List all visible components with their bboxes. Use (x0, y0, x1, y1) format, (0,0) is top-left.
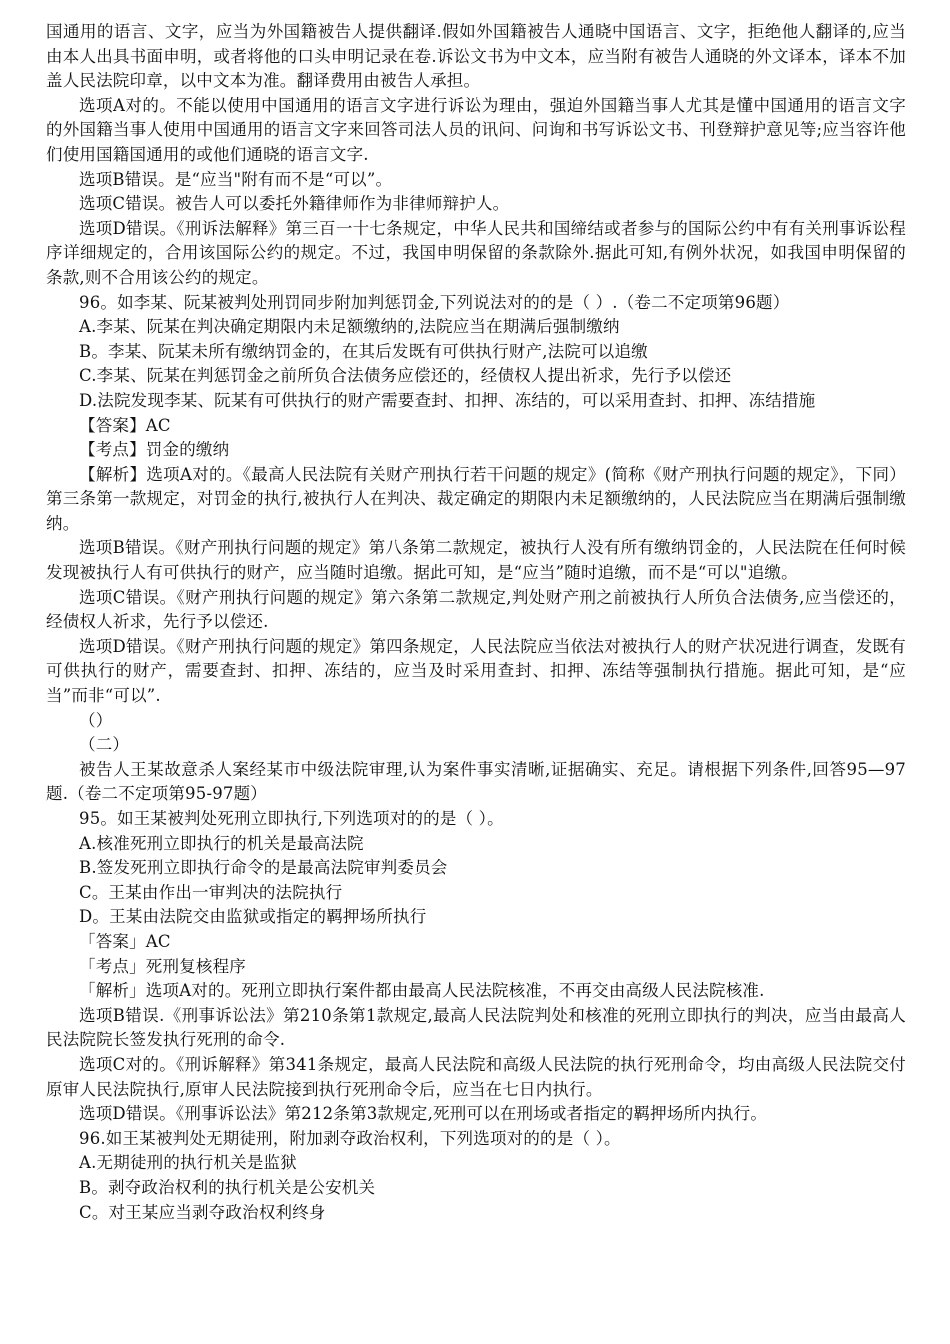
paragraph: 选项B错误。《财产刑执行问题的规定》第八条第二款规定，被执行人没有所有缴纳罚金的，人民法院在任何时候发现被执行人有可供执行的财产，应当随时追缴。据此可知，是“应当”随时追缴，而不是“可以"追缴。 (46, 538, 906, 583)
paragraph: 【答案】AC (79, 415, 171, 435)
paragraph: 「解析」选项A对的。死刑立即执行案件都由最高人民法院核准，不再交由高级人民法院核准. (79, 981, 765, 1001)
paragraph: 选项A对的。不能以使用中国通用的语言文字进行诉讼为理由，强迫外国籍当事人尤其是懂中国通用的语言文字的外国籍当事人使用中国通用的语言文字来回答司法人员的讯问、问询和书写诉讼文书、刊登辩护意见等;应当容许他们使用国籍国通用的或他们通晓的语言文字. (46, 95, 906, 164)
document-page (46, 20, 906, 1225)
paragraph: （） (79, 710, 113, 730)
paragraph: C。对王某应当剥夺政治权利终身 (79, 1202, 326, 1222)
paragraph: 选项C错误。《财产刑执行问题的规定》第六条第二款规定,判处财产刑之前被执行人所负合法债务,应当偿还的，经债权人祈求，先行予以偿还. (46, 587, 906, 632)
paragraph: A.无期徒刑的执行机关是监狱 (79, 1153, 297, 1173)
paragraph: C。王某由作出一审判决的法院执行 (79, 882, 343, 902)
paragraph: 选项D错误。《财产刑执行问题的规定》第四条规定，人民法院应当依法对被执行人的财产状况进行调查，发既有可供执行的财产，需要查封、扣押、冻结的，应当及时采用查封、扣押、冻结等强制执行措施。据此可知，是“应当”而非“可以”. (46, 636, 906, 706)
paragraph: 96。如李某、阮某被判处刑罚同步附加判惩罚金,下列说法对的的是（ ）.（卷二不定项第96题） (79, 292, 790, 312)
paragraph: 选项D错误。《刑诉法解释》第三百一十七条规定，中华人民共和国缔结或者参与的国际公约中有有关刑事诉讼程序详细规定的，合用该国际公约的规定。不过，我国申明保留的条款除外.据此可知,有例外状况，如我国申明保留的条款,则不合用该公约的规定。 (46, 218, 906, 287)
paragraph: （二） (79, 735, 130, 755)
paragraph: D.法院发现李某、阮某有可供执行的财产需要查封、扣押、冻结的，可以采用查封、扣押、冻结措施 (79, 390, 816, 410)
paragraph: 「考点」死刑复核程序 (79, 956, 246, 976)
paragraph: C.李某、阮某在判惩罚金之前所负合法债务应偿还的，经债权人提出祈求，先行予以偿还 (79, 366, 732, 386)
paragraph: 【考点】罚金的缴纳 (79, 440, 230, 460)
paragraph: D。王某由法院交由监狱或指定的羁押场所执行 (79, 907, 427, 927)
paragraph: 选项B错误.《刑事诉讼法》第210条第1款规定,最高人民法院判处和核准的死刑立即执行的判决，应当由最高人民法院院长签发执行死刑的命令. (46, 1005, 906, 1050)
paragraph: 「答案」AC (79, 931, 171, 951)
paragraph: 被告人王某故意杀人案经某市中级法院审理,认为案件事实清晰,证据确实、充足。请根据下列条件,回答95—97题.（卷二不定项第95-97题） (46, 759, 906, 804)
paragraph: A.李某、阮某在判决确定期限内未足额缴纳的,法院应当在期满后强制缴纳 (79, 317, 620, 337)
paragraph: B。剥夺政治权利的执行机关是公安机关 (79, 1177, 376, 1197)
paragraph: 96.如王某被判处无期徒刑，附加剥夺政治权利，下列选项对的的是（ ）。 (79, 1128, 621, 1148)
paragraph: 选项C对的。《刑诉解释》第341条规定，最高人民法院和高级人民法院的执行死刑命令，均由高级人民法院交付原审人民法院执行,原审人民法院接到执行死刑命令后，应当在七日内执行。 (46, 1054, 906, 1099)
paragraph: B.签发死刑立即执行命令的是最高法院审判委员会 (79, 858, 448, 878)
paragraph: 选项B错误。是“应当"附有而不是“可以”。 (79, 169, 393, 189)
paragraph: 95。如王某被判处死刑立即执行,下列选项对的的是（ ）。 (79, 809, 504, 828)
paragraph: 选项D错误。《刑事诉讼法》第212条第3款规定,死刑可以在刑场或者指定的羁押场所内执行。 (79, 1104, 768, 1124)
paragraph: B。李某、阮某未所有缴纳罚金的，在其后发既有可供执行财产,法院可以追缴 (79, 341, 648, 361)
paragraph: 【解析】选项A对的。《最高人民法院有关财产刑执行若干问题的规定》(简称《财产刑执行问题的规定》，下同）第三条第一款规定，对罚金的执行,被执行人在判决、裁定确定的期限内未足额缴纳的，人民法院应当在期满后强制缴纳。 (46, 464, 906, 533)
paragraph: 国通用的语言、文字，应当为外国籍被告人提供翻译.假如外国籍被告人通晓中国语言、文字，拒绝他人翻译的,应当由本人出具书面申明，或者将他的口头申明记录在卷.诉讼文书为中文本，应当附有被告人通晓的外文译本，译本不加盖人民法院印章，以中文本为准。翻译费用由被告人承担。 (46, 22, 906, 91)
paragraph: A.核准死刑立即执行的机关是最高法院 (79, 833, 364, 853)
paragraph: 选项C错误。被告人可以委托外籍律师作为非律师辩护人。 (79, 194, 510, 214)
